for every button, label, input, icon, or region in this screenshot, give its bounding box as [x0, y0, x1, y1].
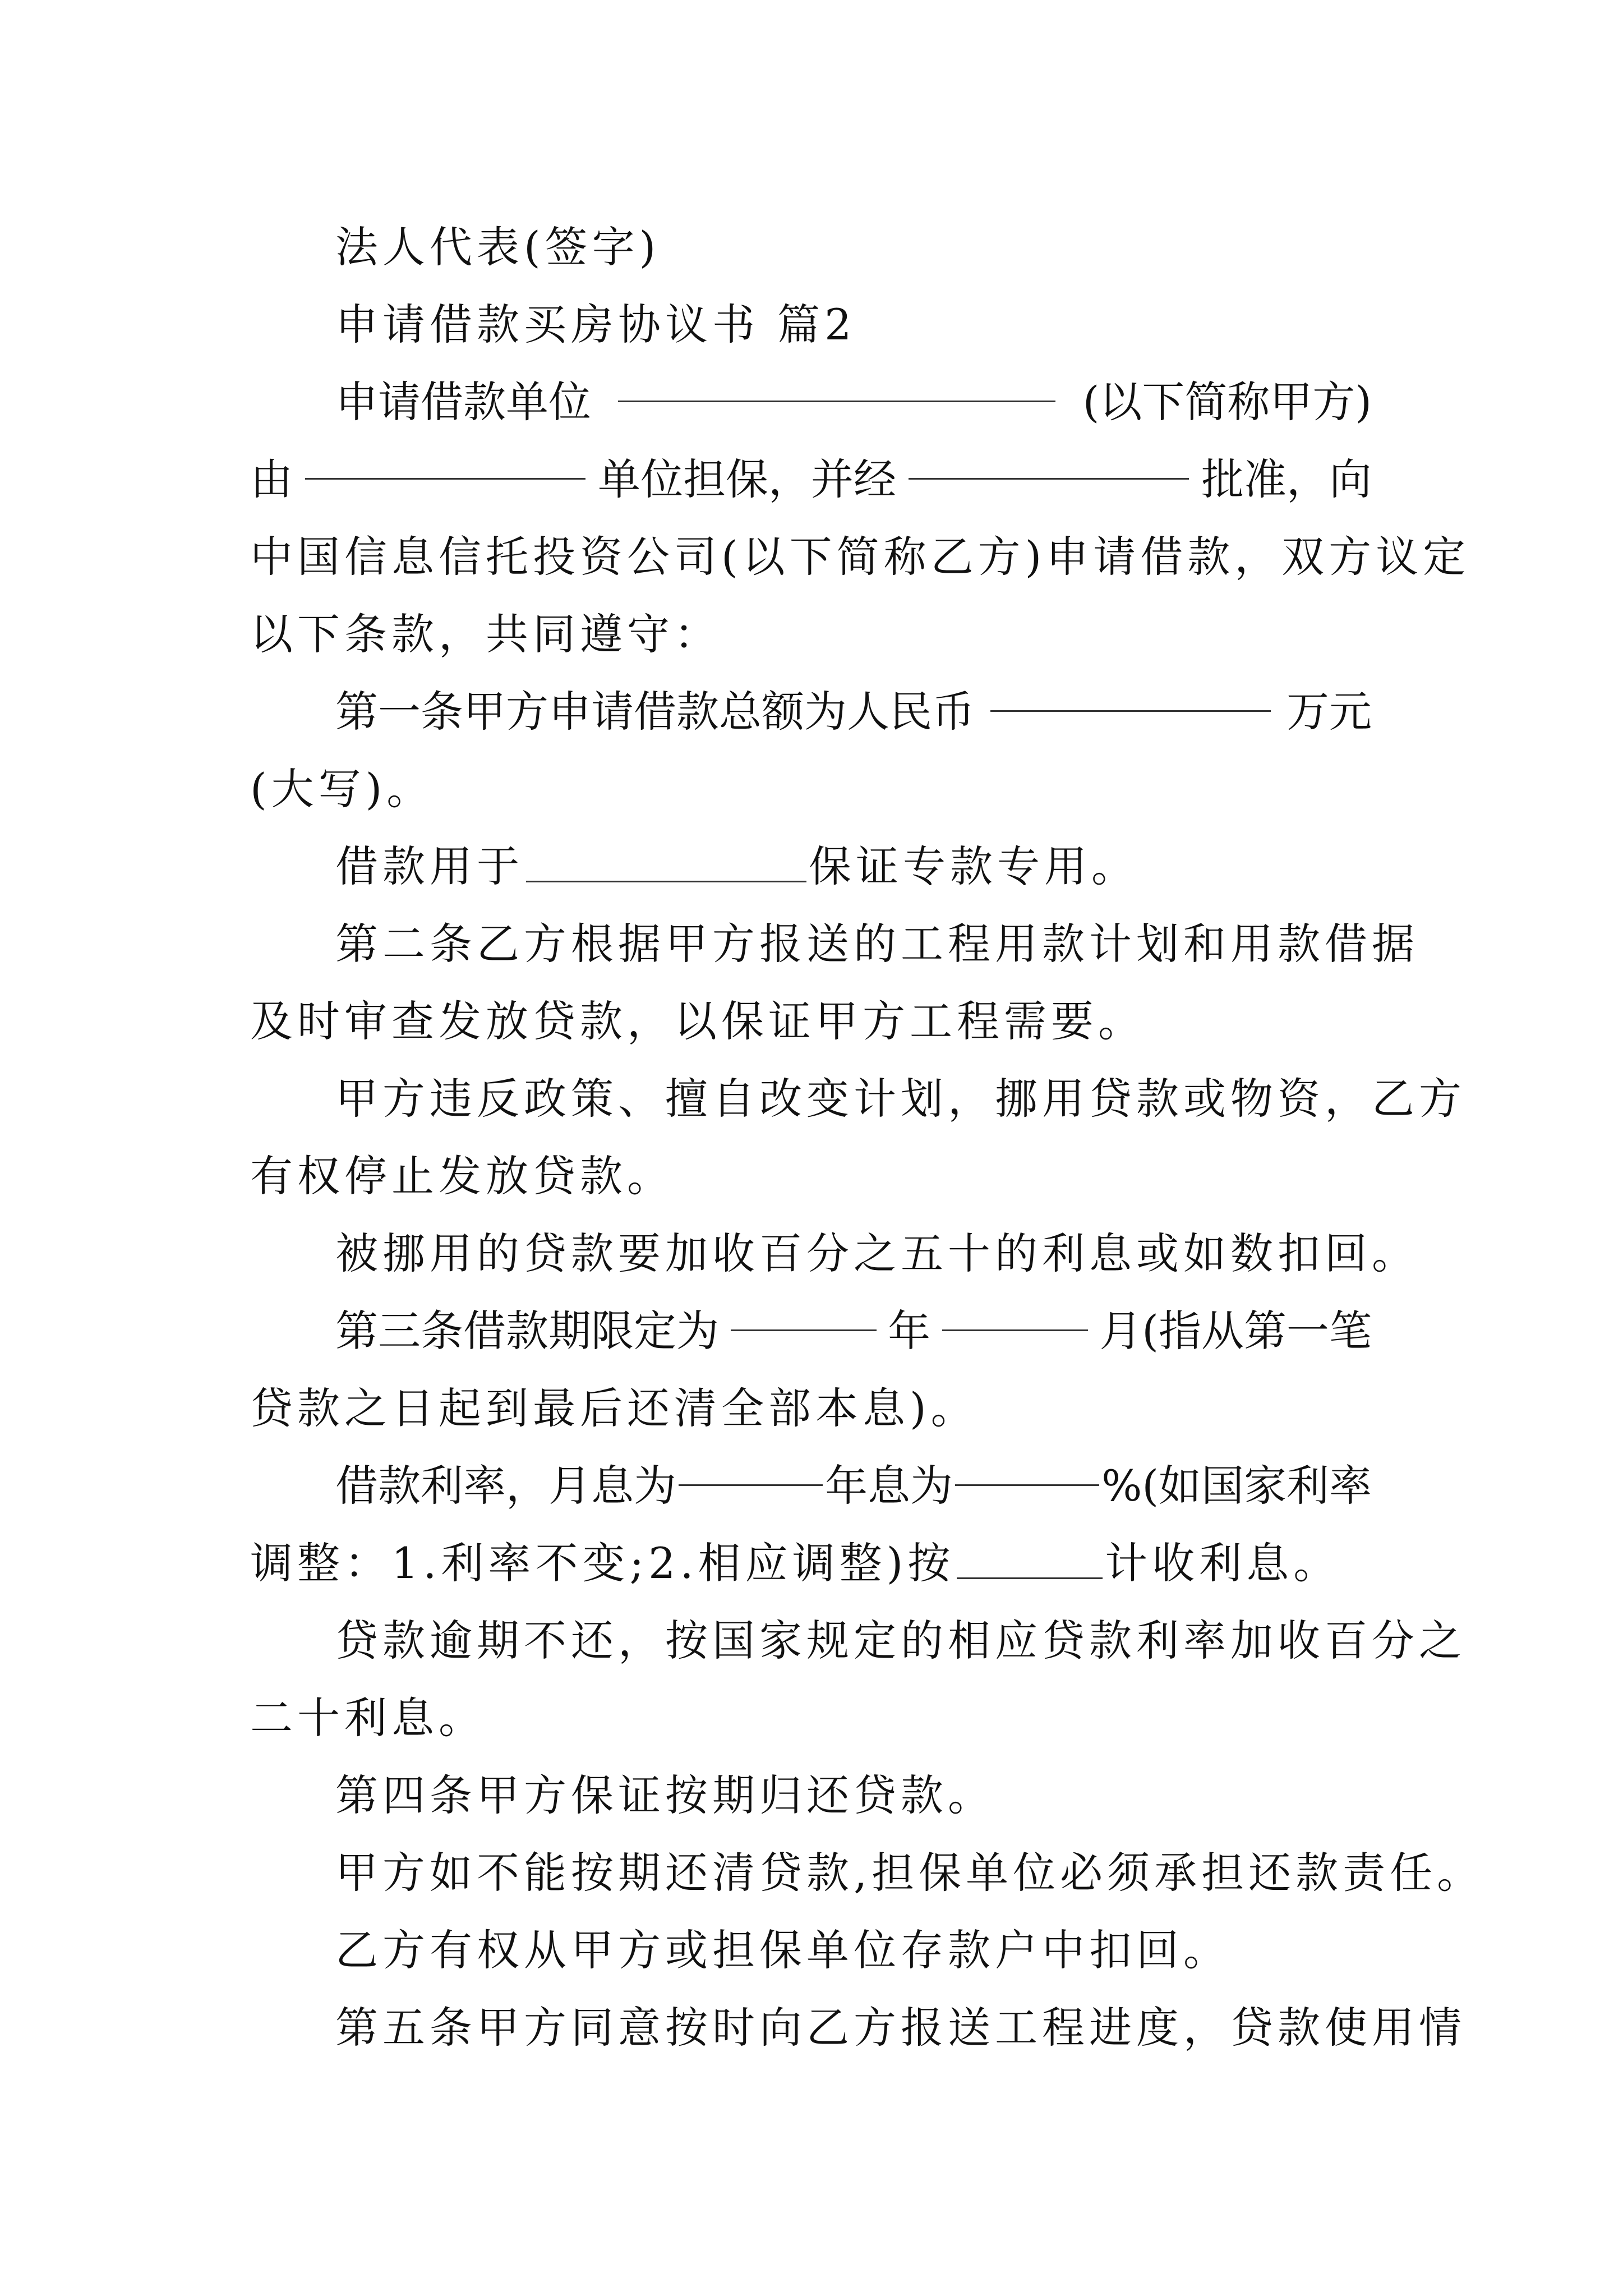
paragraph-1-text-3: 中国信息信托投资公司(以下简称乙方)申请借款，双方议定 — [250, 532, 1470, 582]
monthly-rate-label: 借款利率，月息为 — [335, 1461, 676, 1511]
signature-line — [250, 209, 1372, 286]
party-a-note: (以下简称甲方) — [1082, 377, 1372, 427]
paragraph-1-text-4: 以下条款，共同遵守： — [250, 609, 721, 659]
rate-option-blank — [957, 1540, 1103, 1579]
deduction-clause-text: 乙方有权从甲方或担保单位存款户中扣回。 — [335, 1925, 1230, 1975]
term-months-blank — [942, 1292, 1088, 1331]
rate-adjust-options: 调整：1.利率不变;2.相应调整)按 — [250, 1538, 955, 1588]
term-month-note: 月(指从第一笔 — [1099, 1306, 1372, 1356]
article-3-line-1 — [250, 1292, 1372, 1370]
annual-rate-label: 年息为 — [825, 1461, 953, 1511]
loan-purpose-label: 借款用于 — [335, 841, 524, 891]
article-5-text-1: 第五条甲方同意按时向乙方报送工程进度，贷款使用情 — [335, 2003, 1466, 2053]
overdue-clause-text-2: 二十利息。 — [250, 1693, 486, 1743]
monthly-rate-blank — [679, 1447, 823, 1486]
loan-purpose-line — [250, 828, 1372, 905]
article-5-line-1 — [250, 1989, 1466, 2067]
signature-label: 法人代表(签字) — [335, 222, 661, 272]
applicant-blank — [618, 364, 1055, 402]
article-2-line-2 — [250, 983, 1372, 1060]
amount-uppercase-note: (大写)。 — [250, 764, 434, 814]
article-4-text: 第四条甲方保证按期归还贷款。 — [335, 1770, 995, 1820]
article-3-text-2: 贷款之日起到最后还清全部本息)。 — [250, 1383, 978, 1433]
paragraph-1-line-1 — [250, 364, 1372, 441]
interest-rate-line-1 — [250, 1447, 1372, 1525]
term-year-unit: 年 — [888, 1306, 931, 1356]
section-title-text: 申请借款买房协议书 篇2 — [335, 300, 856, 349]
misuse-clause-line-2 — [250, 1138, 1372, 1215]
misuse-interest-line — [250, 1215, 1419, 1292]
article-4-line — [250, 1757, 1372, 1834]
misuse-clause-text-2: 有权停止发放贷款。 — [250, 1151, 674, 1201]
article-1-label: 第一条甲方申请借款总额为人民币 — [335, 687, 975, 737]
misuse-clause-line-1 — [250, 1060, 1466, 1138]
article-2-text-2: 及时审查发放贷款，以保证甲方工程需要。 — [250, 996, 1145, 1046]
misuse-interest-text: 被挪用的贷款要加收百分之五十的利息或如数扣回。 — [335, 1228, 1419, 1278]
article-1-line-1 — [250, 673, 1372, 751]
article-3-label: 第三条借款期限定为 — [335, 1306, 719, 1356]
applicant-label: 申请借款单位 — [335, 377, 591, 427]
overdue-clause-line-1 — [250, 1602, 1466, 1680]
article-2-line-1 — [250, 905, 1419, 983]
guarantor-clause-text: 甲方如不能按期还清贷款,担保单位必须承担还款责任。 — [335, 1848, 1484, 1898]
guarantor-clause-line — [250, 1834, 1484, 1912]
section-title — [250, 286, 1372, 364]
rate-adjust-note: %(如国家利率 — [1101, 1461, 1372, 1511]
misuse-clause-text-1: 甲方违反政策、擅自改变计划，挪用贷款或物资，乙方 — [335, 1074, 1466, 1124]
guarantee-label: 单位担保，并经 — [598, 454, 896, 504]
article-2-text-1: 第二条乙方根据甲方报送的工程用款计划和用款借据 — [335, 919, 1419, 969]
loan-purpose-suffix: 保证专款专用。 — [809, 841, 1138, 891]
by-label: 由 — [250, 454, 293, 504]
loan-purpose-blank — [526, 844, 806, 882]
paragraph-1-line-3 — [250, 518, 1470, 596]
amount-unit: 万元 — [1287, 687, 1372, 737]
approval-label: 批准，向 — [1201, 454, 1372, 504]
deduction-clause-line — [250, 1912, 1372, 1989]
interest-collect-label: 计收利息。 — [1105, 1538, 1341, 1588]
overdue-clause-line-2 — [250, 1680, 1372, 1757]
interest-rate-line-2 — [250, 1525, 1372, 1602]
paragraph-1-line-2 — [250, 441, 1372, 518]
article-1-line-2 — [250, 751, 1372, 828]
annual-rate-blank — [955, 1447, 1099, 1486]
overdue-clause-text-1: 贷款逾期不还，按国家规定的相应贷款利率加收百分之 — [335, 1616, 1466, 1665]
loan-amount-blank — [990, 673, 1271, 712]
document-body — [250, 209, 1484, 2067]
term-years-blank — [731, 1292, 877, 1331]
approver-blank — [909, 441, 1189, 480]
guarantor-blank — [305, 441, 585, 480]
article-3-line-2 — [250, 1370, 1372, 1447]
paragraph-1-line-4 — [250, 596, 1372, 673]
